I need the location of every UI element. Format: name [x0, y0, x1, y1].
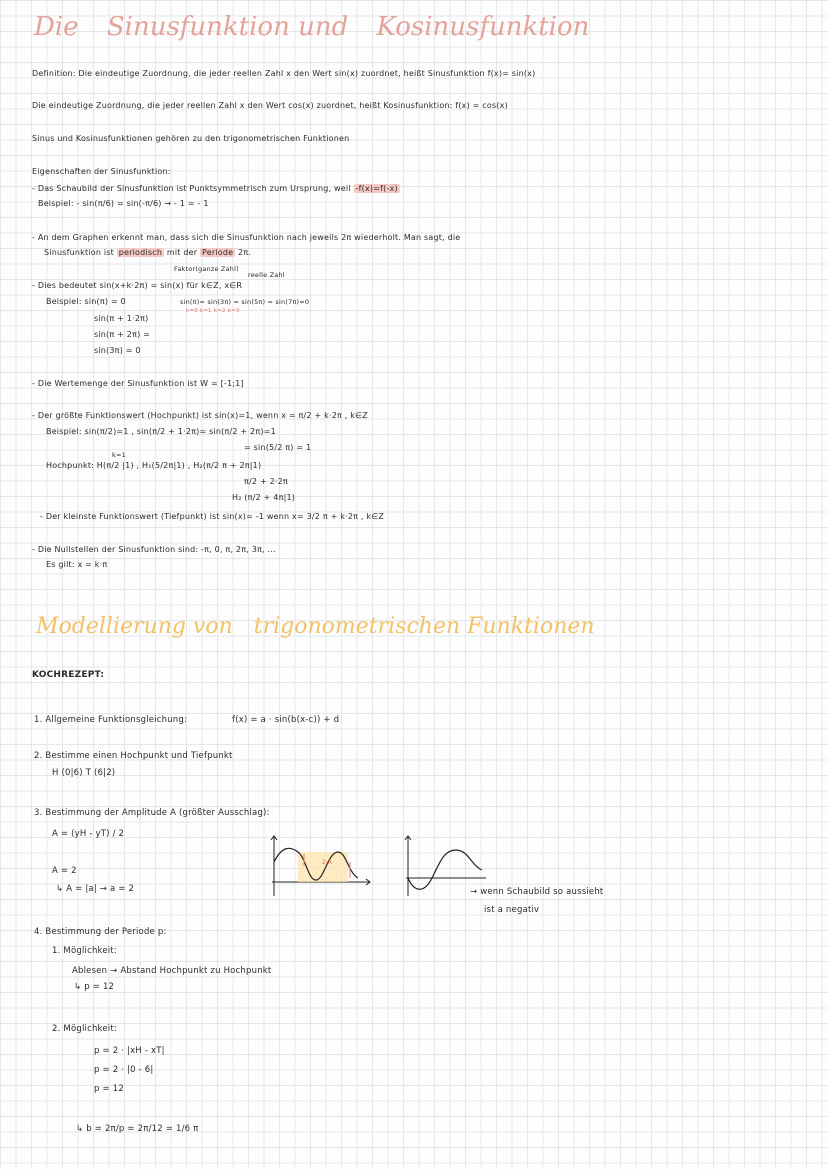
max-example: Beispiel: sin(π/2)=1 , sin(π/2 + 1·2π)= sin(π/2 + 2π)=1	[46, 427, 276, 436]
period-value: 2π.	[238, 248, 252, 257]
step2-values: H (0|6) T (6|2)	[52, 768, 116, 778]
min-line: - Der kleinste Funktionswert (Tiefpunkt) ist sin(x)= -1 wenn x= 3/2 π + k·2π , k∈Z	[40, 512, 385, 521]
step2-label: 2. Bestimme einen Hochpunkt und Tiefpunkt	[34, 751, 233, 761]
b-formula: ↳ b = 2π/p = 2π/12 = 1/6 π	[76, 1124, 199, 1134]
title-part-kosinus: Kosinusfunktion	[376, 12, 590, 42]
hochpunkt-line-3: H₂ (π/2 + 4π|1)	[232, 493, 296, 502]
periodic-highlight: periodisch	[118, 248, 163, 257]
graph-note-a: → wenn Schaubild so aussieht	[470, 887, 604, 897]
sine-graph-positive	[268, 832, 374, 900]
factor-note: Faktor(ganze Zahl)	[174, 265, 239, 273]
definition-sine: Definition: Die eindeutige Zuordnung, die jeder reellen Zahl x den Wert sin(x) zuordnet, heißt Sinusfunktion f(x)= sin(x)	[32, 69, 536, 78]
period-line-2	[44, 248, 251, 257]
example-label: Beispiel: sin(π) = 0	[46, 297, 126, 306]
range-line: - Die Wertemenge der Sinusfunktion ist W = [-1;1]	[32, 379, 244, 388]
definition-cosine: Die eindeutige Zuordnung, die jeder reellen Zahl x den Wert cos(x) zuordnet, heißt Kosinusfunktion: f(x) = cos(x)	[32, 101, 508, 110]
step1-label: 1. Allgemeine Funktionsgleichung:	[34, 715, 188, 725]
option1-text: Ablesen → Abstand Hochpunkt zu Hochpunkt	[72, 966, 272, 976]
option1-label: 1. Möglichkeit:	[52, 946, 117, 956]
period-text-c: mit der	[166, 248, 198, 257]
example-line-4: sin(3π) = 0	[94, 346, 141, 355]
page-title	[34, 12, 589, 42]
period-highlight: Periode	[201, 248, 234, 257]
amplitude-area	[298, 852, 348, 882]
step1-formula: f(x) = a · sin(b(x-c)) + d	[232, 715, 340, 725]
option2-line3: p = 12	[94, 1084, 124, 1094]
example-k-values: k=0 k=1 k=2 k=3	[186, 308, 240, 314]
amplitude-label: 2·A	[322, 859, 332, 866]
section-heading-b: trigonometrischen Funktionen	[253, 614, 595, 639]
zeros-line: - Die Nullstellen der Sinusfunktion sind: -π, 0, π, 2π, 3π, ...	[32, 545, 276, 554]
hochpunkt-line-2: π/2 + 2·2π	[244, 477, 288, 486]
max-example-2: = sin(5/2 π) = 1	[244, 443, 312, 452]
option2-label: 2. Möglichkeit:	[52, 1024, 117, 1034]
option2-line2: p = 2 · |0 - 6|	[94, 1065, 154, 1075]
option2-line1: p = 2 · |xH - xT|	[94, 1046, 165, 1056]
step3-abs: ↳ A = |a| → a = 2	[56, 884, 135, 894]
recipe-label: KOCHREZEPT:	[32, 670, 105, 680]
example-line-2: sin(π + 1·2π)	[94, 314, 149, 323]
hochpunkt-line: Hochpunkt: H(π/2 |1) , H₁(5/2π|1) , H₂(π/2 π + 2π|1)	[46, 461, 262, 470]
real-note: reelle Zahl	[248, 271, 285, 279]
graph-note-b: ist a negativ	[484, 905, 540, 915]
max-line: - Der größte Funktionswert (Hochpunkt) ist sin(x)=1, wenn x = π/2 + k·2π , k∈Z	[32, 411, 368, 420]
step3-formula: A = (yH - yT) / 2	[52, 829, 125, 839]
period-text-a: Sinusfunktion ist	[44, 248, 114, 257]
symmetry-example: Beispiel: - sin(π/6) = sin(-π/6) → - 1 = - 1	[38, 199, 209, 208]
example-chain: sin(π)= sin(3π) = sin(5π) = sin(7π)=0	[180, 298, 310, 306]
section-heading	[36, 614, 595, 639]
title-part-sinus: Sinusfunktion und	[106, 12, 349, 42]
period-line-1: - An dem Graphen erkennt man, dass sich die Sinusfunktion nach jeweils 2π wiederholt. Man sagt, die	[32, 233, 461, 242]
properties-heading: Eigenschaften der Sinusfunktion:	[32, 167, 171, 176]
symmetry-line	[32, 184, 400, 193]
symmetry-formula: -f(x)=f(-x)	[355, 184, 398, 193]
step3-value: A = 2	[52, 866, 77, 876]
section-heading-a: Modellierung von	[36, 614, 233, 639]
step3-label: 3. Bestimmung der Amplitude A (größter Ausschlag):	[34, 808, 270, 818]
negative-sine-curve	[408, 850, 482, 889]
example-line-3: sin(π + 2π) =	[94, 330, 151, 339]
step4-label: 4. Bestimmung der Periode p:	[34, 927, 167, 937]
title-part-die: Die	[34, 12, 79, 42]
symmetry-text: - Das Schaubild der Sinusfunktion ist Punktsymmetrisch zum Ursprung, weil	[32, 184, 351, 193]
max-k-note: k=1	[112, 451, 126, 459]
means-line: - Dies bedeutet sin(x+k·2π) = sin(x) für k∈Z, x∈R	[32, 281, 243, 290]
option1-result: ↳ p = 12	[74, 982, 115, 992]
trig-note: Sinus und Kosinusfunktionen gehören zu den trigonometrischen Funktionen	[32, 134, 350, 143]
zeros-rule: Es gilt: x = k·π	[46, 560, 108, 569]
